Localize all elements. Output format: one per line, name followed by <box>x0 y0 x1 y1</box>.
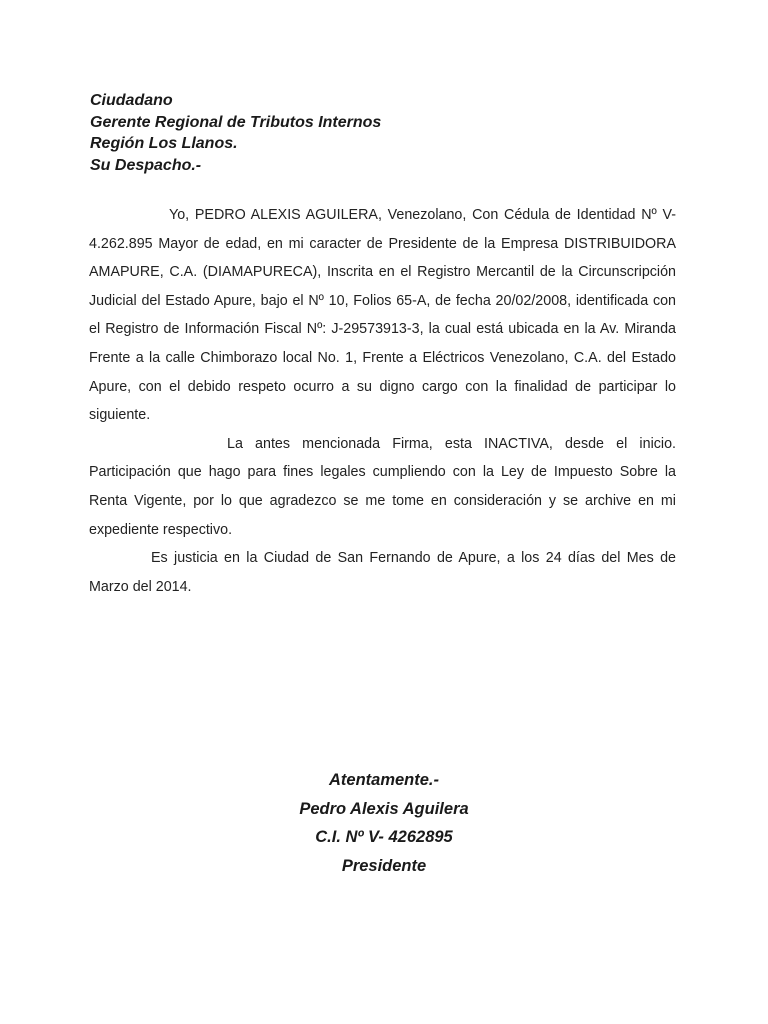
addressee-region: Región Los Llanos. <box>90 135 238 152</box>
letter-body <box>89 201 676 601</box>
signature-name: Pedro Alexis Aguilera <box>299 799 469 818</box>
signature-title: Presidente <box>341 856 427 875</box>
addressee-salutation: Ciudadano <box>90 92 173 109</box>
body-paragraph-notice: La antes mencionada Firma, esta INACTIVA, desde el inicio. Participación que hago para fines legales cumpliendo con la Ley de Impuesto Sobre la Renta Vigente, por lo que agradezco se me tome en consideración y se archive en mi expediente respectivo. <box>89 435 676 538</box>
addressee-position: Gerente Regional de Tributos Internos <box>90 113 382 131</box>
body-paragraph-introduction: Yo, PEDRO ALEXIS AGUILERA, Venezolano, Con Cédula de Identidad Nº V- 4.262.895 Mayor de edad, en mi caracter de Presidente de la Empresa DISTRIBUIDORA AMAPURE, C.A. (DIAMAPURECA), Inscrita en el Registro Mercantil de la Circunscripción Judicial del Estado Apure, bajo el Nº 10, Folios 65-A, de fecha 20/02/2008, identificada con el Registro de Información Fiscal Nº: J-29573913-3, la cual está ubicada en la Av. Miranda Frente a la calle Chimborazo local No. 1, Frente a Eléctricos Venezolano, C.A. del Estado Apure, con el debido respeto ocurro a su digno cargo con la finalidad de participar lo siguiente. <box>89 207 676 424</box>
addressee-block <box>90 90 690 176</box>
signature-closing: Atentamente.- <box>328 771 439 789</box>
signature-id: C.I. Nº V- 4262895 <box>315 828 453 847</box>
addressee-office: Su Despacho.- <box>90 156 202 174</box>
signature-block <box>0 766 768 880</box>
body-paragraph-place-date: Es justicia en la Ciudad de San Fernando de Apure, a los 24 días del Mes de Marzo del 2014. <box>89 550 676 595</box>
